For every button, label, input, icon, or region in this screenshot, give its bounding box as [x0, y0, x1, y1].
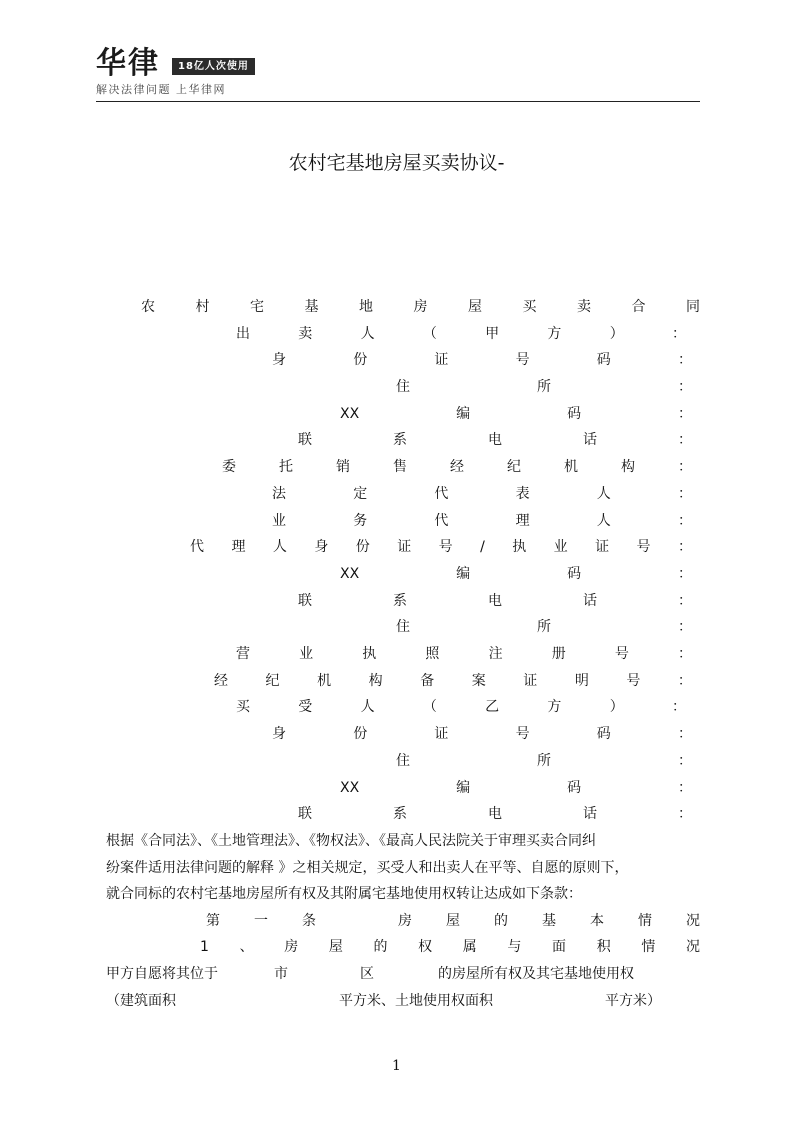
info-char: 系	[393, 432, 407, 448]
info-char: 卖	[298, 326, 313, 342]
info-char: 理	[515, 513, 530, 529]
heading-char: 屋	[446, 913, 460, 929]
info-char: 人	[360, 699, 375, 715]
info-line	[340, 778, 692, 798]
heading-char: 房	[284, 939, 299, 955]
info-char: 编	[456, 780, 471, 796]
info-char: 联	[298, 806, 312, 822]
info-char: 合	[631, 299, 646, 315]
info-char: ：	[678, 593, 692, 609]
info-char: 码	[567, 780, 582, 796]
info-char: 证	[595, 539, 610, 555]
info-char: 联	[298, 593, 312, 609]
heading-char: 与	[507, 939, 522, 955]
page-number: 1	[392, 1058, 401, 1074]
usage-badge: 18亿人次使用	[172, 58, 255, 75]
info-char: 证	[523, 673, 538, 689]
info-char: 买	[522, 299, 537, 315]
info-char: 系	[393, 593, 407, 609]
paragraph-location	[106, 964, 634, 984]
info-char: 号	[626, 673, 641, 689]
info-char: 号	[438, 539, 453, 555]
hualv-logo: 华律	[96, 46, 160, 81]
info-char: 受	[298, 699, 313, 715]
info-char: 乙	[485, 699, 500, 715]
info-line	[298, 591, 692, 611]
item-1-heading	[200, 937, 700, 957]
info-char: 同	[686, 299, 700, 315]
info-char: 代	[190, 539, 204, 555]
info-char: 定	[353, 486, 368, 502]
info-char: 房	[413, 299, 428, 315]
info-char: XX	[340, 566, 360, 582]
info-char: ：	[677, 673, 692, 689]
heading-char: 面	[552, 939, 567, 955]
info-char: ：	[678, 753, 692, 769]
info-char: 住	[396, 379, 410, 395]
heading-char: 房	[398, 913, 412, 929]
info-char: XX	[340, 780, 360, 796]
info-char: 营	[236, 646, 250, 662]
info-char: 出	[236, 326, 250, 342]
heading-char: 情	[641, 939, 656, 955]
location-district: 区	[360, 966, 374, 982]
info-char: /	[480, 539, 485, 555]
heading-char: 本	[590, 913, 604, 929]
info-char: ：	[677, 352, 692, 368]
info-line	[340, 564, 692, 584]
info-char: ：	[678, 806, 692, 822]
info-char: 务	[353, 513, 368, 529]
page-header	[96, 46, 700, 102]
info-char: 码	[567, 406, 582, 422]
info-char: ：	[678, 780, 692, 796]
info-char: （	[422, 699, 437, 715]
info-char: 业	[553, 539, 568, 555]
heading-char: 积	[596, 939, 611, 955]
info-char: 卖	[577, 299, 591, 315]
heading-char	[350, 911, 364, 931]
info-line	[396, 377, 692, 397]
info-char: 法	[272, 486, 286, 502]
info-char: 话	[583, 806, 597, 822]
article-1-heading	[206, 911, 700, 931]
info-char: 号	[614, 646, 629, 662]
heading-char: 一	[254, 913, 268, 929]
info-char: 电	[488, 806, 502, 822]
info-char: 宅	[250, 299, 264, 315]
info-char: 联	[298, 432, 312, 448]
info-char: 案	[471, 673, 486, 689]
info-char: ：	[678, 459, 692, 475]
heading-char: 属	[462, 939, 477, 955]
info-char: 方	[547, 699, 562, 715]
info-char: ）	[609, 326, 624, 342]
info-char: ：	[677, 646, 692, 662]
info-char: 所	[537, 753, 551, 769]
info-char: 证	[434, 352, 449, 368]
info-char: 话	[583, 432, 597, 448]
info-line	[298, 430, 692, 450]
location-city: 市	[274, 966, 288, 982]
info-char: XX	[340, 406, 360, 422]
info-char: 份	[353, 726, 368, 742]
info-char: 身	[272, 352, 286, 368]
info-char: 电	[488, 593, 502, 609]
heading-char: 屋	[328, 939, 343, 955]
info-line	[190, 537, 692, 557]
info-char: ：	[678, 566, 692, 582]
info-char: 明	[574, 673, 589, 689]
info-line	[214, 671, 692, 691]
info-char: ：	[678, 406, 692, 422]
area-text-a: （建筑面积	[106, 993, 176, 1009]
info-line	[272, 724, 692, 744]
info-char: 业	[299, 646, 314, 662]
info-char: 备	[420, 673, 435, 689]
info-char: ：	[678, 619, 692, 635]
heading-char: 况	[685, 939, 700, 955]
paragraph-basis-2: 纷案件适用法律问题的解释 》之相关规定，买受人和出卖人在平等、自愿的原则下，	[106, 860, 629, 876]
heading-char: 的	[373, 939, 388, 955]
info-char: 码	[596, 726, 611, 742]
info-line	[396, 617, 692, 637]
info-line	[396, 751, 692, 771]
paragraph-basis-1: 根据《合同法》、《土地管理法》、《物权法》、《最高人民法院关于审理买卖合同纠	[106, 833, 596, 849]
heading-char: 况	[686, 913, 700, 929]
info-char: 册	[551, 646, 566, 662]
info-char: 托	[279, 459, 293, 475]
info-line	[236, 324, 686, 344]
info-char: 号	[515, 352, 530, 368]
info-char: 人	[596, 513, 611, 529]
info-char: 话	[583, 593, 597, 609]
info-char: （	[422, 326, 437, 342]
info-char: 基	[304, 299, 319, 315]
info-char: 号	[636, 539, 651, 555]
info-char: 人	[272, 539, 287, 555]
info-char: 身	[272, 726, 286, 742]
info-char: 业	[272, 513, 286, 529]
info-char: 委	[222, 459, 236, 475]
info-char: ：	[671, 326, 686, 342]
info-char: 表	[515, 486, 530, 502]
info-char: 人	[360, 326, 375, 342]
info-line	[236, 644, 692, 664]
info-char: 执	[512, 539, 527, 555]
info-char: ：	[678, 379, 692, 395]
info-char: 号	[515, 726, 530, 742]
info-char: 代	[434, 513, 449, 529]
info-line	[298, 804, 692, 824]
info-char: 纪	[507, 459, 521, 475]
info-char: 代	[434, 486, 449, 502]
info-char: 买	[236, 699, 250, 715]
info-char: 码	[596, 352, 611, 368]
document-title: 农村宅基地房屋买卖协议-	[288, 152, 505, 174]
heading-char: 基	[542, 913, 556, 929]
info-char: 码	[567, 566, 582, 582]
info-char: 身	[314, 539, 329, 555]
paragraph-area	[106, 991, 661, 1011]
info-char: 村	[195, 299, 210, 315]
info-line	[222, 457, 692, 477]
info-char: 方	[547, 326, 562, 342]
info-char: 甲	[485, 326, 500, 342]
info-char: 注	[488, 646, 503, 662]
info-char: 份	[355, 539, 370, 555]
info-char: ：	[677, 539, 692, 555]
info-char: 住	[396, 619, 410, 635]
info-line	[272, 484, 692, 504]
logo-slogan: 解决法律问题 上华律网	[96, 83, 226, 96]
location-text-a: 甲方自愿将其位于	[106, 966, 218, 982]
info-char: 销	[336, 459, 350, 475]
info-char: ：	[677, 513, 692, 529]
info-char: 农	[141, 299, 155, 315]
info-char: 机	[564, 459, 578, 475]
info-char: 住	[396, 753, 410, 769]
info-char: 份	[353, 352, 368, 368]
heading-char: 权	[418, 939, 433, 955]
info-char: 售	[393, 459, 407, 475]
heading-char: 1	[200, 939, 209, 955]
heading-char: 的	[494, 913, 508, 929]
info-char: ：	[671, 699, 686, 715]
location-text-d: 的房屋所有权及其宅基地使用权	[438, 966, 634, 982]
info-char: 人	[596, 486, 611, 502]
info-line	[141, 297, 700, 317]
info-char: 理	[231, 539, 246, 555]
info-char: 证	[434, 726, 449, 742]
info-char: ：	[677, 486, 692, 502]
info-char: 编	[456, 406, 471, 422]
info-char: ：	[677, 726, 692, 742]
info-char: 证	[397, 539, 412, 555]
info-line	[236, 697, 686, 717]
info-char: 构	[621, 459, 635, 475]
info-char: 经	[450, 459, 464, 475]
info-char: 经	[214, 673, 228, 689]
info-char: 所	[537, 619, 551, 635]
info-char: ：	[678, 432, 692, 448]
paragraph-basis-3: 就合同标的农村宅基地房屋所有权及其附属宅基地使用权转让达成如下条款：	[106, 886, 582, 902]
area-text-c: 平方米）	[605, 993, 661, 1009]
info-char: 构	[368, 673, 383, 689]
info-char: 编	[456, 566, 471, 582]
info-char: 执	[362, 646, 377, 662]
info-line	[340, 404, 692, 424]
info-line	[272, 511, 692, 531]
info-char: 系	[393, 806, 407, 822]
info-char: 屋	[468, 299, 482, 315]
heading-char: 、	[239, 939, 254, 955]
info-char: 机	[317, 673, 332, 689]
heading-char: 条	[302, 913, 316, 929]
area-text-b: 平方米、土地使用权面积	[339, 993, 493, 1009]
info-char: 所	[537, 379, 551, 395]
info-char: 电	[488, 432, 502, 448]
heading-char: 情	[638, 913, 652, 929]
info-char: 地	[359, 299, 373, 315]
info-char: 照	[425, 646, 440, 662]
heading-char: 第	[206, 913, 220, 929]
info-char: ）	[609, 699, 624, 715]
info-line	[272, 350, 692, 370]
info-char: 纪	[265, 673, 280, 689]
